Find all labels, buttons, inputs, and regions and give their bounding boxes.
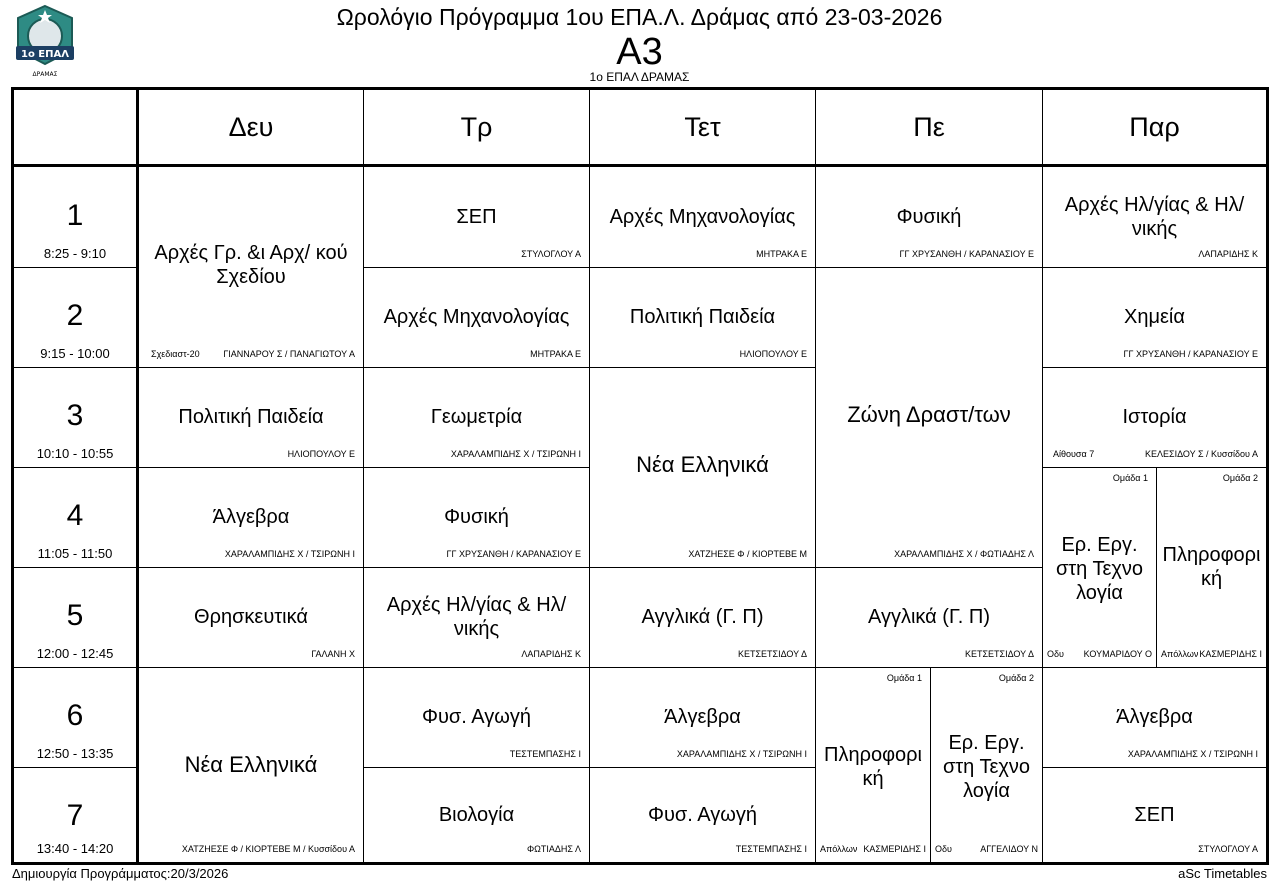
period-cell	[14, 167, 136, 267]
period-number: 5	[66, 599, 84, 632]
period-number: 7	[66, 799, 84, 832]
group-label: Ομάδα 2	[998, 673, 1034, 683]
period-time: 12:00 - 12:45	[36, 646, 114, 661]
lesson-subject: Αγγλικά (Γ. Π)	[868, 606, 990, 628]
period-time: 8:25 - 9:10	[43, 246, 107, 261]
day-header: Πε	[913, 111, 945, 142]
lesson-teacher: ΓΓ ΧΡΥΣΑΝΘΗ / ΚΑΡΑΝΑΣΙΟΥ Ε	[1123, 349, 1258, 359]
lesson-cell[interactable]	[364, 467, 589, 567]
lesson-subject: Αρχές Γρ. &ι Αρχ/ κού Σχεδίου	[154, 242, 348, 288]
lesson-teacher: ΓΓ ΧΡΥΣΑΝΘΗ / ΚΑΡΑΝΑΣΙΟΥ Ε	[899, 249, 1034, 259]
period-number: 1	[66, 199, 84, 232]
software-credit: aSc Timetables	[1178, 866, 1267, 881]
group-label: Ομάδα 1	[886, 673, 922, 683]
lesson-cell[interactable]	[139, 567, 363, 667]
lesson-subject: Ζώνη Δραστ/των	[847, 402, 1011, 427]
lesson-cell[interactable]	[364, 167, 589, 267]
lesson-subject: Άλγεβρα	[212, 506, 290, 528]
lesson-subject: Θρησκευτικά	[194, 606, 308, 628]
lesson-teacher: ΦΩΤΙΑΔΗΣ Λ	[527, 844, 581, 854]
lesson-subject: ΣΕΠ	[1134, 804, 1175, 826]
lesson-cell[interactable]	[139, 667, 363, 862]
lesson-subject: Ερ. Εργ. στη Τεχνο λογία	[1055, 534, 1144, 604]
lesson-teacher: ΑΓΓΕΛΙΔΟΥ Ν	[980, 844, 1038, 854]
lesson-cell[interactable]	[816, 567, 1042, 667]
lesson-teacher: ΚΕΤΣΕΤΣΙΔΟΥ Δ	[964, 649, 1034, 659]
lesson-teacher: ΧΑΡΑΛΑΜΠΙΔΗΣ Χ / ΤΣΙΡΩΝΗ Ι	[1127, 749, 1258, 759]
lesson-subject: Πολιτική Παιδεία	[629, 306, 776, 328]
lesson-teacher: ΧΑΡΑΛΑΜΠΙΔΗΣ Χ / ΤΣΙΡΩΝΗ Ι	[676, 749, 807, 759]
period-cell	[14, 267, 136, 367]
lesson-teacher: ΚΑΣΜΕΡΙΔΗΣ Ι	[1199, 649, 1262, 659]
lesson-cell[interactable]	[139, 167, 363, 367]
lesson-cell[interactable]	[590, 267, 815, 367]
period-number: 2	[66, 299, 84, 332]
lesson-subject: Πληροφορι κή	[1162, 544, 1261, 590]
school-logo	[12, 4, 78, 80]
lesson-cell[interactable]	[816, 167, 1042, 267]
group-label: Ομάδα 2	[1222, 473, 1258, 483]
lesson-cell[interactable]	[1043, 367, 1266, 467]
logo-text: 1ο ΕΠΑΛ	[21, 49, 69, 60]
lesson-cell[interactable]	[364, 267, 589, 367]
period-number: 6	[66, 699, 84, 732]
lesson-subject: Φυσ. Αγωγή	[422, 706, 531, 728]
lesson-cell[interactable]	[139, 467, 363, 567]
lesson-teacher: ΓΑΛΑΝΗ Χ	[311, 649, 355, 659]
lesson-cell[interactable]	[1043, 267, 1266, 367]
page-title: Ωρολόγιο Πρόγραμμα 1ου ΕΠΑ.Λ. Δράμας από 23-03-2026	[336, 4, 943, 30]
lesson-cell-group[interactable]	[1043, 467, 1156, 667]
lesson-subject: Γεωμετρία	[430, 406, 523, 428]
lesson-cell[interactable]	[364, 567, 589, 667]
lesson-subject: Βιολογία	[438, 804, 515, 826]
created-date: Δημιουργία Προγράμματος:20/3/2026	[12, 866, 229, 881]
period-cell	[14, 367, 136, 467]
lesson-teacher: ΓΓ ΧΡΥΣΑΝΘΗ / ΚΑΡΑΝΑΣΙΟΥ Ε	[446, 549, 581, 559]
lesson-subject: Φυσική	[896, 206, 962, 228]
lesson-teacher: ΣΤΥΛΟΓΛΟΥ Α	[1198, 844, 1258, 854]
lesson-subject: Αρχές Ηλ/γίας & Ηλ/ νικής	[386, 594, 567, 640]
period-cell	[14, 467, 136, 567]
lesson-subject: Αγγλικά (Γ. Π)	[641, 606, 764, 628]
lesson-cell[interactable]	[590, 167, 815, 267]
period-time: 13:40 - 14:20	[36, 841, 114, 856]
period-time: 12:50 - 13:35	[36, 746, 114, 761]
lesson-subject: Αρχές Μηχανολογίας	[383, 306, 570, 328]
lesson-subject: Χημεία	[1124, 306, 1185, 328]
day-header: Δευ	[228, 111, 274, 142]
period-number: 3	[66, 399, 84, 432]
lesson-teacher: ΧΑΡΑΛΑΜΠΙΔΗΣ Χ / ΤΣΙΡΩΝΗ Ι	[224, 549, 355, 559]
lesson-cell[interactable]	[1043, 667, 1266, 767]
lesson-teacher: ΗΛΙΟΠΟΥΛΟΥ Ε	[739, 349, 807, 359]
class-name: Α3	[616, 31, 663, 73]
lesson-teacher: ΛΑΠΑΡΙΔΗΣ Κ	[521, 649, 581, 659]
lesson-room: Απόλλων	[1161, 649, 1199, 659]
lesson-room: Αίθουσα 7	[1053, 449, 1095, 459]
lesson-cell[interactable]	[364, 367, 589, 467]
lesson-subject: Φυσ. Αγωγή	[648, 804, 757, 826]
lesson-room: Οδυ	[935, 844, 952, 854]
lesson-room: Οδυ	[1047, 649, 1064, 659]
lesson-subject: Πολιτική Παιδεία	[178, 406, 324, 428]
logo-subtext: ΔΡΑΜΑΣ	[32, 71, 58, 78]
lesson-subject: Αρχές Μηχανολογίας	[609, 206, 796, 228]
lesson-cell-group[interactable]	[931, 667, 1042, 862]
lesson-subject: Ερ. Εργ. στη Τεχνο λογία	[942, 732, 1031, 802]
lesson-cell[interactable]	[590, 367, 815, 567]
lesson-teacher: ΗΛΙΟΠΟΥΛΟΥ Ε	[287, 449, 355, 459]
lesson-cell[interactable]	[364, 667, 589, 767]
lesson-subject: Ιστορία	[1122, 406, 1187, 428]
lesson-subject: Άλγεβρα	[1116, 706, 1193, 728]
lesson-cell-group[interactable]	[1157, 467, 1266, 667]
lesson-teacher: ΚΕΛΕΣΙΔΟΥ Σ / Κυσσίδου Α	[1144, 449, 1258, 459]
lesson-subject: Αρχές Ηλ/γίας & Ηλ/ νικής	[1064, 194, 1245, 240]
lesson-cell[interactable]	[590, 667, 815, 767]
lesson-subject: Πληροφορι κή	[824, 744, 922, 790]
period-cell	[14, 567, 136, 667]
lesson-teacher: ΧΑΤΖΗΕΣΕ Φ / ΚΙΟΡΤΕΒΕ Μ	[688, 549, 807, 559]
lesson-subject: ΣΕΠ	[456, 206, 497, 228]
day-header: Τρ	[460, 111, 493, 142]
lesson-cell[interactable]	[139, 367, 363, 467]
lesson-cell[interactable]	[590, 767, 815, 862]
lesson-teacher: ΣΤΥΛΟΓΛΟΥ Α	[521, 249, 581, 259]
lesson-subject: Φυσική	[444, 506, 509, 528]
lesson-teacher: ΜΗΤΡΑΚΑ Ε	[530, 349, 581, 359]
period-time: 9:15 - 10:00	[40, 346, 110, 361]
lesson-teacher: ΛΑΠΑΡΙΔΗΣ Κ	[1198, 249, 1258, 259]
timetable-grid	[11, 87, 1269, 865]
lesson-teacher: ΚΕΤΣΕΤΣΙΔΟΥ Δ	[737, 649, 807, 659]
day-header: Παρ	[1129, 111, 1180, 142]
lesson-teacher: ΜΗΤΡΑΚΑ Ε	[756, 249, 807, 259]
period-cell	[14, 767, 136, 862]
lesson-teacher: ΧΑΡΑΛΑΜΠΙΔΗΣ Χ / ΤΣΙΡΩΝΗ Ι	[450, 449, 581, 459]
lesson-teacher: ΧΑΡΑΛΑΜΠΙΔΗΣ Χ / ΦΩΤΙΑΔΗΣ Λ	[894, 549, 1034, 559]
lesson-cell-group[interactable]	[816, 667, 930, 862]
lesson-room: Απόλλων	[820, 844, 858, 854]
lesson-room: Σχεδιαστ-20	[151, 349, 200, 359]
lesson-subject: Νέα Ελληνικά	[184, 752, 318, 777]
lesson-subject: Άλγεβρα	[664, 706, 741, 728]
school-name: 1ο ΕΠΑΛ ΔΡΑΜΑΣ	[589, 70, 690, 84]
lesson-cell[interactable]	[364, 767, 589, 862]
lesson-teacher: ΚΟΥΜΑΡΙΔΟΥ Ο	[1083, 649, 1152, 659]
lesson-teacher: ΓΙΑΝΝΑΡΟΥ Σ / ΠΑΝΑΓΙΩΤΟΥ Α	[223, 349, 355, 359]
lesson-teacher: ΤΕΣΤΕΜΠΑΣΗΣ Ι	[509, 749, 581, 759]
lesson-cell[interactable]	[590, 567, 815, 667]
lesson-teacher: ΧΑΤΖΗΕΣΕ Φ / ΚΙΟΡΤΕΒΕ Μ / Κυσσίδου Α	[181, 844, 355, 854]
lesson-cell[interactable]	[1043, 167, 1266, 267]
group-label: Ομάδα 1	[1112, 473, 1148, 483]
lesson-teacher: ΚΑΣΜΕΡΙΔΗΣ Ι	[863, 844, 926, 854]
lesson-subject: Νέα Ελληνικά	[636, 452, 769, 477]
lesson-teacher: ΤΕΣΤΕΜΠΑΣΗΣ Ι	[735, 844, 807, 854]
period-cell	[14, 667, 136, 767]
period-time: 10:10 - 10:55	[36, 446, 114, 461]
day-header: Τετ	[684, 111, 721, 142]
lesson-cell[interactable]	[816, 267, 1042, 567]
period-time: 11:05 - 11:50	[37, 546, 113, 561]
period-number: 4	[66, 499, 84, 532]
lesson-cell[interactable]	[1043, 767, 1266, 862]
